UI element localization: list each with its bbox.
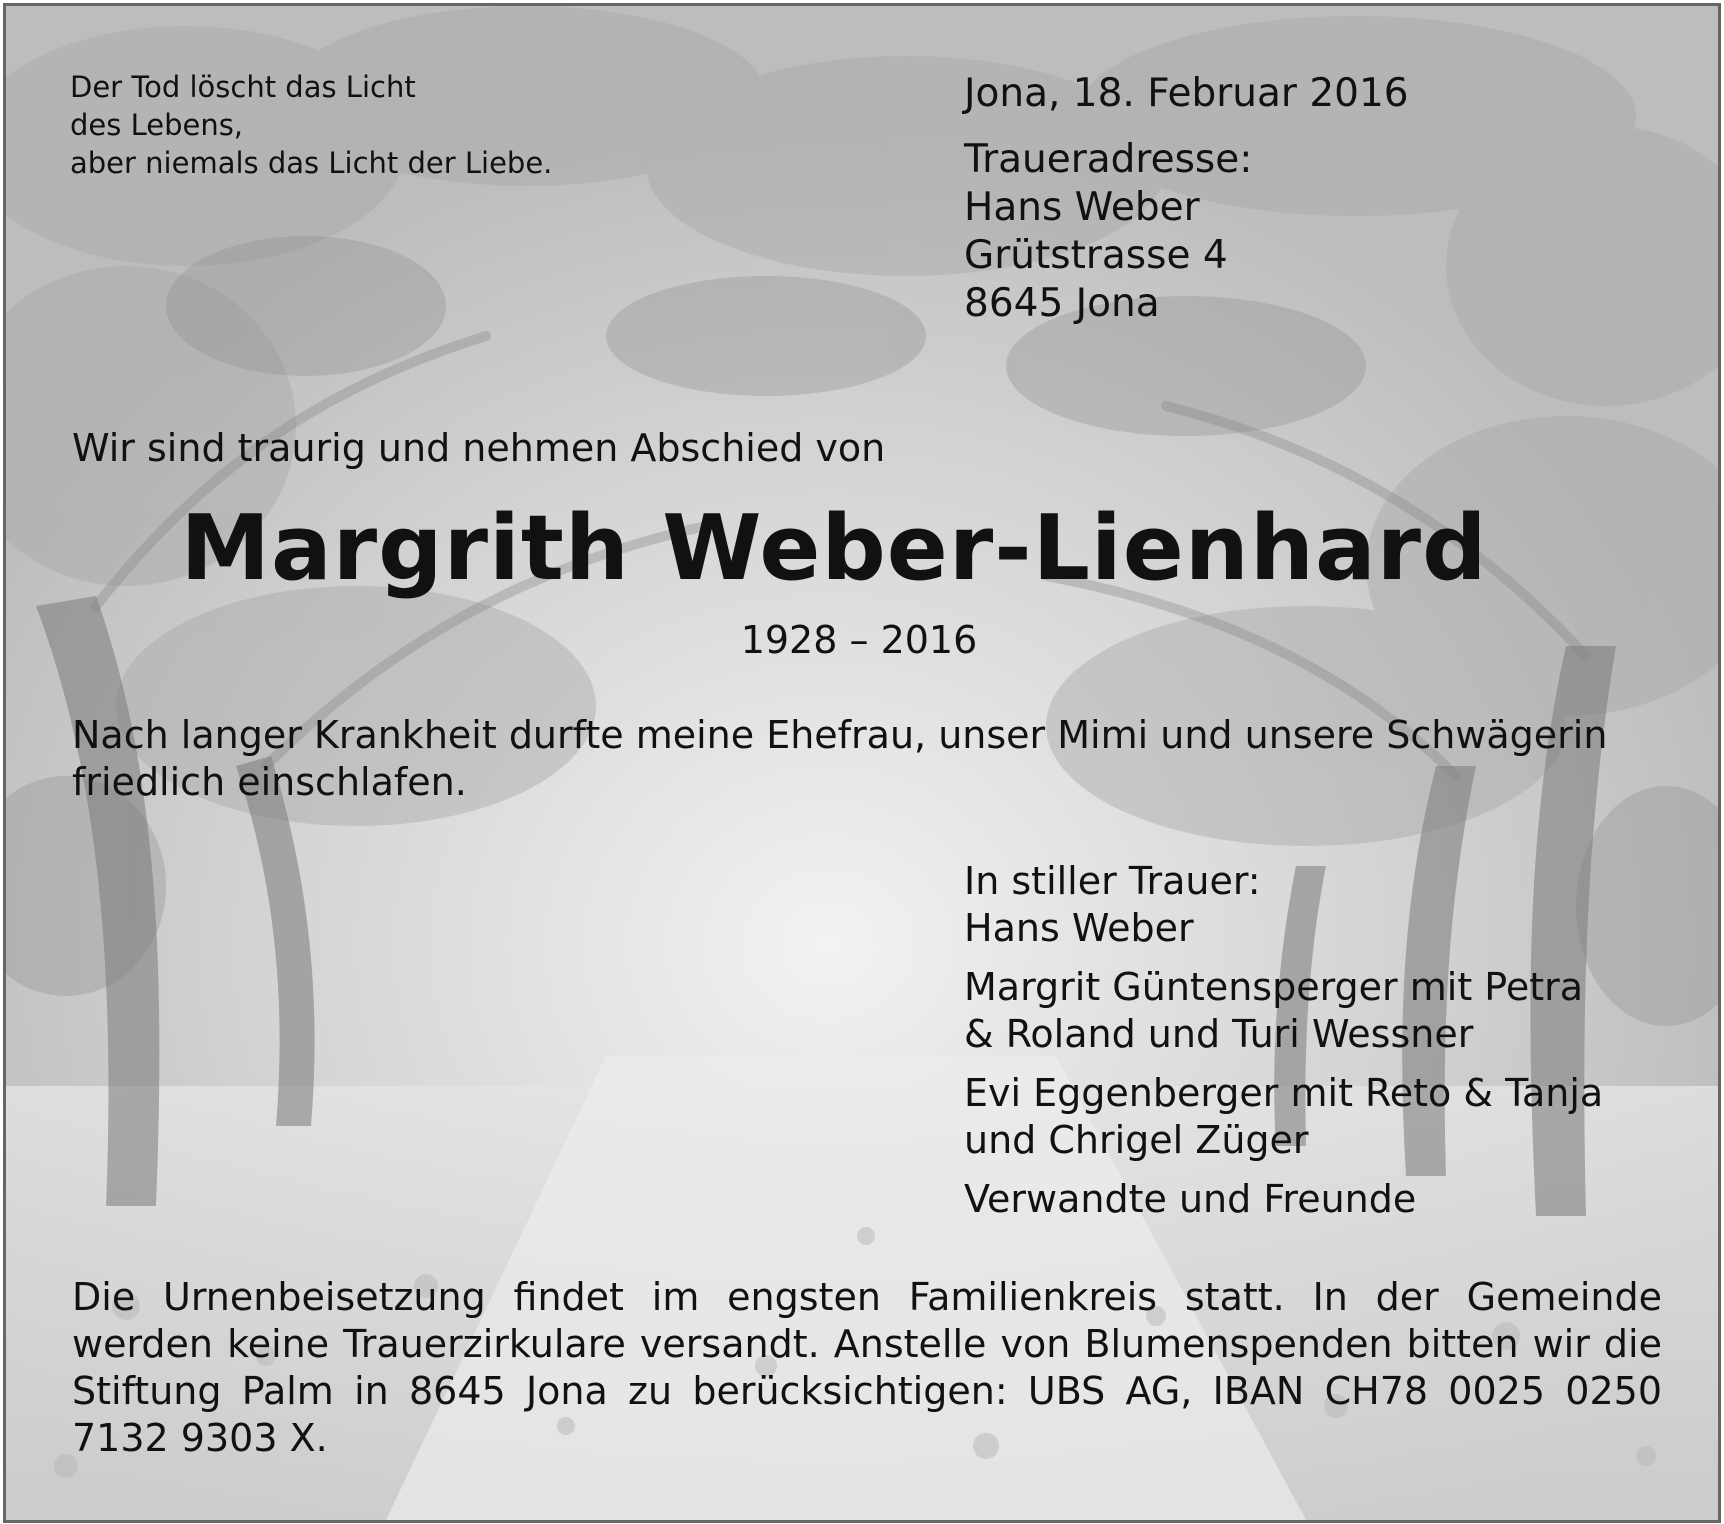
intro-line: Wir sind traurig und nehmen Abschied von [72, 426, 886, 470]
mourners-list [964, 858, 1603, 1235]
mourning-address-name: Hans Weber [964, 185, 1200, 230]
life-years: 1928 – 2016 [740, 618, 978, 662]
mourner-group [964, 1176, 1603, 1223]
mourner-line: & Roland und Turi Wessner [964, 1012, 1474, 1056]
mourner-line: Hans Weber [964, 906, 1194, 950]
motto-quote [70, 68, 552, 182]
mourners-label: In stiller Trauer: [964, 859, 1261, 903]
mourner-line: Verwandte und Freunde [964, 1177, 1417, 1221]
obituary-notice [3, 3, 1721, 1523]
mourner-group [964, 1070, 1603, 1164]
deceased-name: Margrith Weber-Lienhard [180, 496, 1488, 601]
mourner-group [964, 905, 1603, 952]
death-statement: Nach langer Krankheit durfte meine Ehefrau, unser Mimi und unsere Schwägerin friedlich einschlafen. [72, 713, 1608, 804]
mourning-address-city: 8645 Jona [964, 281, 1160, 326]
mourner-line: Evi Eggenberger mit Reto & Tanja [964, 1071, 1604, 1115]
mourner-line: und Chrigel Züger [964, 1118, 1309, 1162]
motto-line: aber niemals das Licht der Liebe. [70, 146, 553, 180]
closing-paragraph: Die Urnenbeisetzung findet im engsten Familienkreis statt. In der Gemeinde werden keine Trauerzirkulare versandt. Anstelle von Blumenspenden bitten wir die Stiftung Palm in 8645 Jona zu berücksichtigen: UBS AG, IBAN CH78 0025 0250 7132 9303 X. [72, 1275, 1662, 1460]
mourning-address-street: Grütstrasse 4 [964, 233, 1228, 278]
motto-line: des Lebens, [70, 108, 244, 142]
place-date: Jona, 18. Februar 2016 [964, 71, 1409, 116]
mourning-address [964, 136, 1252, 328]
mourning-address-label: Traueradresse: [964, 137, 1253, 182]
mourner-line: Margrit Güntensperger mit Petra [964, 965, 1584, 1009]
mourner-group [964, 964, 1603, 1058]
motto-line: Der Tod löscht das Licht [70, 70, 416, 104]
